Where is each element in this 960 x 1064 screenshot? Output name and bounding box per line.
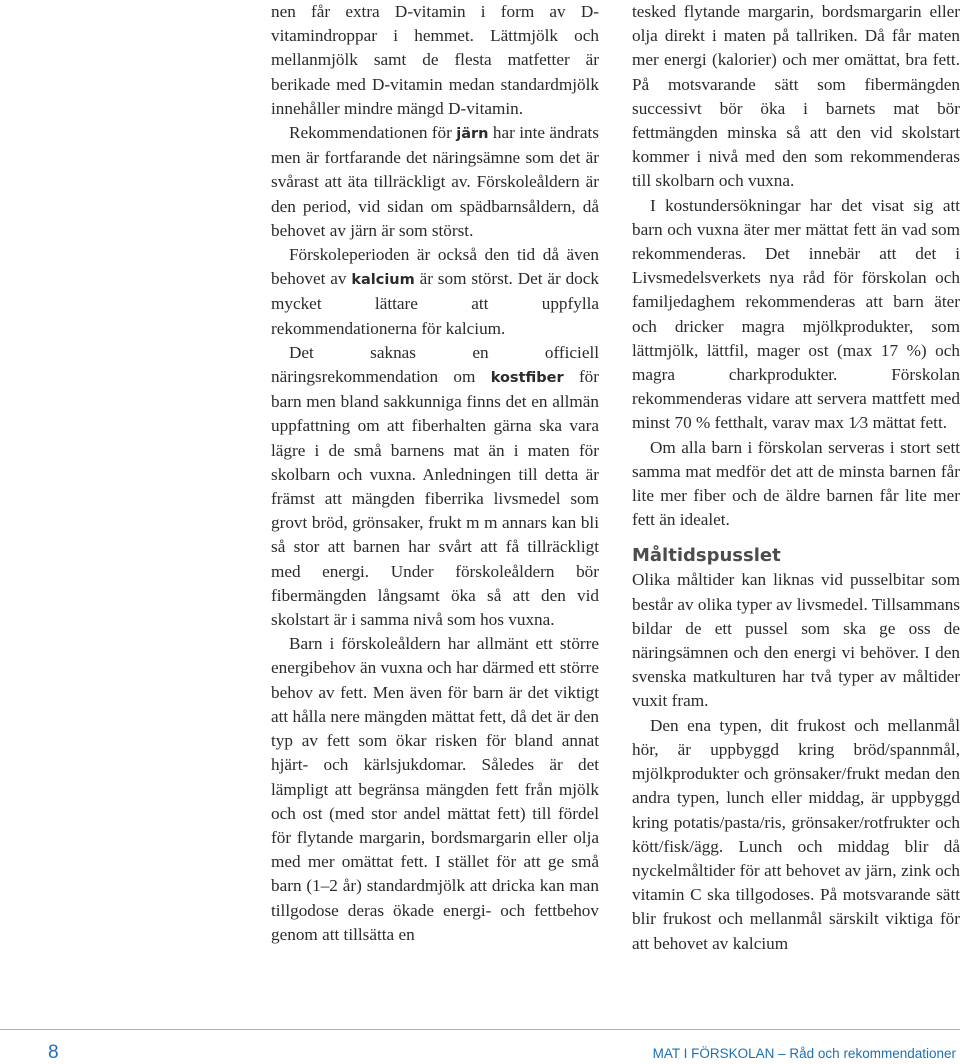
text-fragment: Rekommendationen för bbox=[289, 123, 457, 143]
paragraph-iron bbox=[271, 121, 599, 243]
page-number: 8 bbox=[48, 1042, 59, 1063]
text-fragment: för barn men bland sakkunniga finns det en allmän uppfattning om att fiberhalten gärna ska vara lägre i de små barnens mat än i maten för skolbarn och vuxna. Anledningen till detta är främst att mängden fiberrika livsmedel som grovt bröd, grönsaker, frukt m m annars kan bli så stor att barnen har svårt att få tillräckligt med energi. Under förskoleåldern bör fibermängden långsamt öka så att den vid skolstart är i samma nivå som hos vuxna. bbox=[271, 367, 599, 630]
paragraph-fiber bbox=[271, 341, 599, 632]
paragraph-calcium bbox=[271, 243, 599, 341]
paragraph-same-food: Om alla barn i förskolan serveras i stort sett samma mat medför det att de minsta barnen får lite mer fiber och de äldre barnen får lite mer fett än idealet. bbox=[632, 437, 960, 530]
keyword-calcium: kalcium bbox=[351, 272, 415, 289]
keyword-fiber: kostfiber bbox=[490, 370, 564, 387]
text-fragment: Förskoleperioden är också den tid då även behovet av bbox=[271, 245, 599, 289]
paragraph-meal-types: Den ena typen, dit frukost och mellanmål hör, är uppbyggd kring bröd/spannmål, mjölkprodukter och grönsaker/frukt medan den andra typen, lunch eller middag, är uppbyggd kring potatis/pasta/ris, grönsaker/rotfrukter och kött/fisk/ägg. Lunch och middag blir då nyckelmåltider för att behovet av järn, zink och vitamin C ska tillgodoses. På motsvarande sätt blir frukost och mellanmål särskilt viktiga för att behovet av kalcium bbox=[632, 715, 960, 953]
text-fragment: Det saknas en officiell näringsrekommendation om bbox=[271, 342, 599, 387]
footer-divider bbox=[0, 1029, 960, 1030]
section-heading: Måltidspusslet bbox=[632, 545, 781, 567]
paragraph-meal-puzzle: Olika måltider kan liknas vid pusselbitar som består av olika typer av livsmedel. Tillsammans bildar de ett pussel som ska ge oss de näringsämnen och den energi vi behöver. I den svenska matkulturen har två typer av måltider vuxit fram. bbox=[632, 570, 960, 711]
running-title: MAT I FÖRSKOLAN – Råd och rekommendationer bbox=[652, 1046, 956, 1061]
paragraph-diet-surveys: I kostundersökningar har det visat sig att barn och vuxna äter mer mättat fett än vad som rekommenderas. Det innebär att det i Livsmedelsverkets nya råd för förskolan och familjedaghem rekommenderas att barn äter och dricker magra mjölkprodukter, som lättmjölk, lättfil, mager ost (max 17 %) och magra charkprodukter. Förskolan rekommenderas vidare att servera mattfett med minst 70 % fetthalt, varav max 1⁄3 mättat fett. bbox=[632, 195, 960, 433]
right-text-column bbox=[632, 0, 960, 956]
text-fragment: är som störst. Det är dock mycket lättare att uppfylla rekommendationerna för kalcium. bbox=[271, 269, 599, 338]
left-text-column bbox=[271, 0, 599, 947]
text-fragment: har inte ändrats men är fortfarande det näringsämne som det är svårast att äta tillräckligt av. Förskoleåldern är den period, vid sidan om spädbarnsåldern, då behovet av järn är som störst. bbox=[271, 123, 599, 240]
paragraph-margarine: tesked flytande margarin, bordsmargarin eller olja direkt i maten på tallriken. Då får maten mer energi (kalorier) och mer omättat, bra fett. På motsvarande sätt som fibermängden successivt bör öka i barnets mat bör fettmängden minska så att den vid skolstart kommer i nivå med den som rekommenderas till skolbarn och vuxna. bbox=[632, 2, 960, 191]
paragraph-energy-fat: Barn i förskoleåldern har allmänt ett större energibehov än vuxna och har därmed ett större behov av fett. Men även för barn är det viktigt att hålla nere mängden mättat fett, då det är den typ av fett som ökar risken för bland annat hjärt- och kärlsjukdomar. Således är det lämpligt att begränsa mängden fett från mjölk och ost (med stor andel mättat fett) till fördel för flytande margarin, bordsmargarin eller olja med mer omättat fett. I stället för att ge små barn (1–2 år) standardmjölk att dricka kan man tillgodose deras ökade energi- och fettbehov genom att tillsätta en bbox=[271, 634, 599, 944]
paragraph-vitamin-d: nen får extra D-vitamin i form av D-vitamindroppar i hemmet. Lättmjölk och mellanmjölk samt de flesta matfetter är berikade med D-vitamin medan standardmjölk innehåller mindre mängd D-vitamin. bbox=[271, 2, 599, 118]
keyword-iron: järn bbox=[456, 126, 489, 143]
